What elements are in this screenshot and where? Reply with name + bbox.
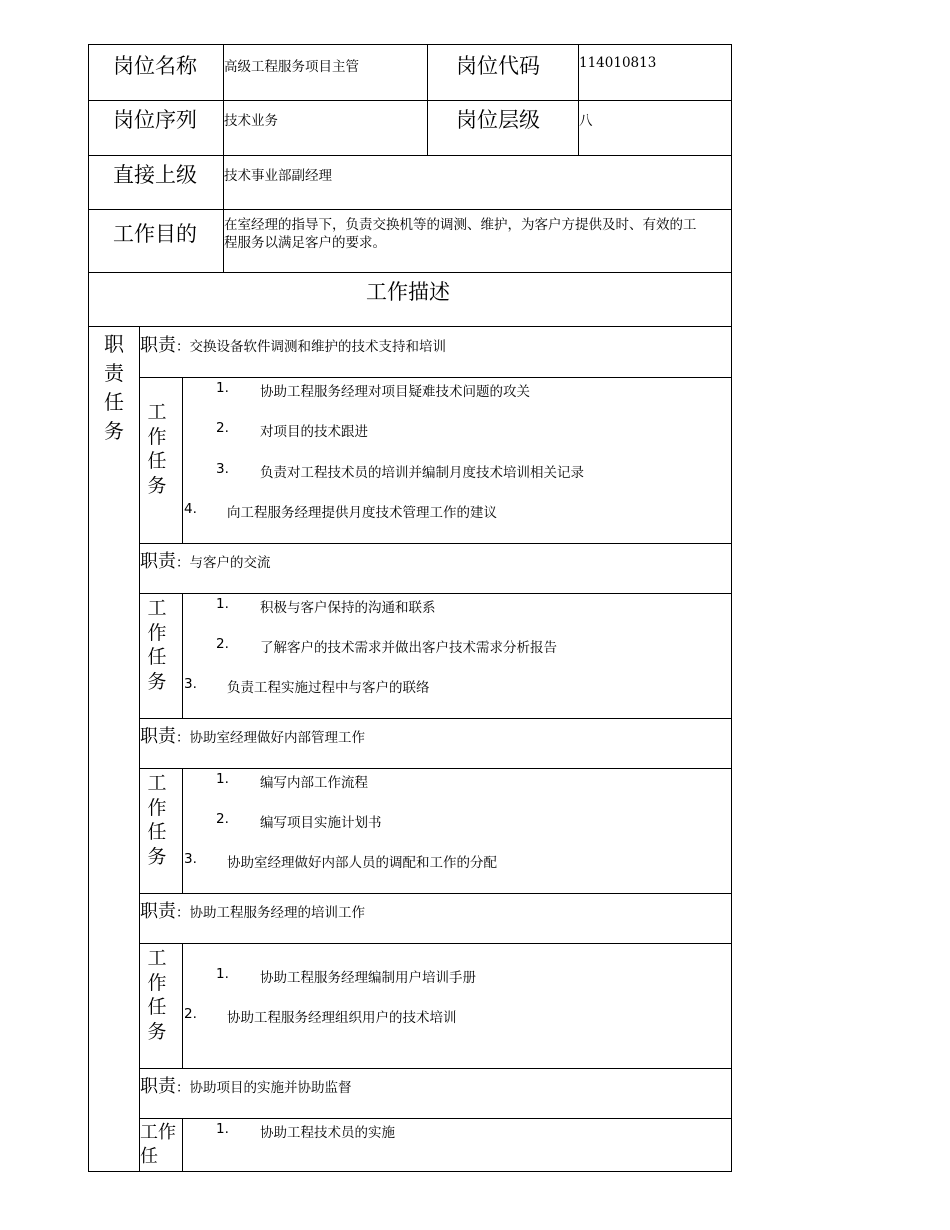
duty-row (140, 722, 365, 748)
row-divider (139, 543, 732, 544)
purpose-line-2: 程服务以满足客户的要求。 (224, 235, 386, 251)
duty-prefix: 职责 (140, 901, 176, 922)
row-divider (88, 155, 732, 156)
duty-text: ：协助项目的实施并协助监督 (176, 1080, 352, 1096)
row-divider (139, 593, 732, 594)
duty-text: ：协助工程服务经理的培训工作 (176, 905, 365, 921)
task-label-partial (140, 1121, 176, 1169)
supervisor-label: 直接上级 (113, 163, 197, 187)
task-item: 协助工程技术员的实施 (260, 1125, 395, 1141)
task-number: 3. (216, 461, 229, 477)
duty-row (140, 331, 446, 357)
position-series-value: 技术业务 (224, 113, 278, 129)
task-item: 协助工程服务经理编制用户培训手册 (260, 970, 476, 986)
duty-row (140, 547, 271, 573)
row-divider (139, 768, 732, 769)
task-number: 1. (216, 1121, 229, 1137)
task-label: 工作任务 (147, 401, 167, 497)
row-divider (139, 1068, 732, 1069)
task-item: 协助工程服务经理组织用户的技术培训 (227, 1010, 457, 1026)
position-level-value: 八 (579, 113, 593, 129)
position-code-label: 岗位代码 (456, 54, 540, 78)
task-item: 协助室经理做好内部人员的调配和工作的分配 (227, 855, 497, 871)
duty-prefix: 职责 (140, 551, 176, 572)
duty-text: ：交换设备软件调测和维护的技术支持和培训 (176, 339, 446, 355)
task-label-line-2: 任 (140, 1146, 158, 1167)
task-number: 4. (184, 501, 197, 517)
row-divider (139, 943, 732, 944)
duty-row (140, 1072, 352, 1098)
row-divider (88, 209, 732, 210)
task-label: 工作任务 (147, 772, 167, 868)
position-name-label: 岗位名称 (113, 54, 197, 78)
row-divider (88, 272, 732, 273)
table-border-right (731, 44, 732, 1172)
duty-prefix: 职责 (140, 1076, 176, 1097)
task-label-line-1: 工作 (140, 1122, 176, 1143)
table-border-top (88, 44, 732, 45)
task-item: 编写项目实施计划书 (260, 815, 382, 831)
task-label: 工作任务 (147, 597, 167, 693)
col-divider (182, 943, 183, 1069)
task-number: 2. (216, 420, 229, 436)
task-number: 1. (216, 966, 229, 982)
task-item: 积极与客户保持的沟通和联系 (260, 600, 436, 616)
row-divider (139, 1118, 732, 1119)
col-divider (427, 44, 428, 156)
position-series-label: 岗位序列 (113, 108, 197, 132)
task-number: 2. (184, 1006, 197, 1022)
row-divider (139, 718, 732, 719)
task-item: 向工程服务经理提供月度技术管理工作的建议 (227, 505, 497, 521)
table-border-left (88, 44, 89, 1172)
task-item: 对项目的技术跟进 (260, 424, 368, 440)
task-item: 编写内部工作流程 (260, 775, 368, 791)
task-number: 2. (216, 811, 229, 827)
purpose-line-1: 在室经理的指导下，负责交换机等的调测、维护，为客户方提供及时、有效的工 (224, 217, 697, 233)
duty-row (140, 897, 365, 923)
col-divider (182, 1118, 183, 1172)
position-level-label: 岗位层级 (456, 108, 540, 132)
task-number: 3. (184, 851, 197, 867)
task-item: 负责对工程技术员的培训并编制月度技术培训相关记录 (260, 465, 584, 481)
row-divider (88, 100, 732, 101)
task-label: 工作任务 (147, 947, 167, 1043)
task-number: 1. (216, 771, 229, 787)
col-divider (182, 768, 183, 894)
table-border-bottom (88, 1171, 732, 1172)
col-divider (139, 326, 140, 1172)
col-divider (182, 377, 183, 544)
duties-tasks-label: 职责任务 (104, 332, 124, 443)
row-divider (88, 326, 732, 327)
position-name-value: 高级工程服务项目主管 (224, 59, 359, 75)
task-number: 2. (216, 636, 229, 652)
duty-text: ：协助室经理做好内部管理工作 (176, 730, 365, 746)
task-item: 负责工程实施过程中与客户的联络 (227, 680, 430, 696)
duty-text: ：与客户的交流 (176, 555, 271, 571)
duty-prefix: 职责 (140, 335, 176, 356)
task-number: 1. (216, 596, 229, 612)
duty-prefix: 职责 (140, 726, 176, 747)
supervisor-value: 技术事业部副经理 (224, 168, 332, 184)
task-item: 了解客户的技术需求并做出客户技术需求分析报告 (260, 640, 557, 656)
row-divider (139, 893, 732, 894)
purpose-label: 工作目的 (113, 222, 197, 246)
task-item: 协助工程服务经理对项目疑难技术问题的攻关 (260, 384, 530, 400)
position-code-value: 114010813 (579, 55, 657, 71)
task-number: 3. (184, 676, 197, 692)
description-title: 工作描述 (366, 280, 450, 304)
task-number: 1. (216, 380, 229, 396)
col-divider (182, 593, 183, 719)
row-divider (139, 377, 732, 378)
